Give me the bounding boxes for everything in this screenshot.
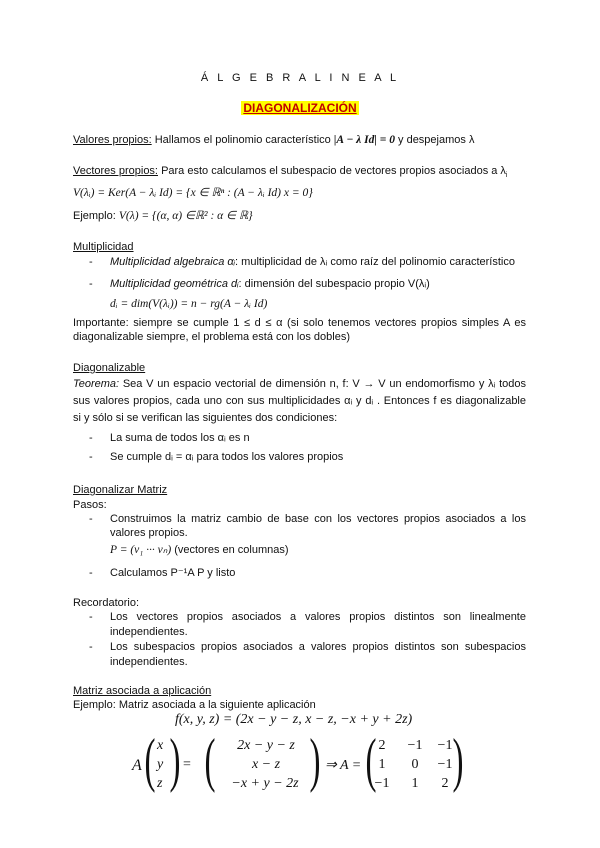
matrix-cell: 2 bbox=[378, 738, 386, 753]
paren-left: ( bbox=[204, 727, 216, 793]
paso-1: Construimos la matriz cambio de base con los vectores propios asociados a los valores propios. bbox=[110, 513, 526, 539]
vectores-text: Para esto calculamos el subespacio de vectores propios asociados a λ bbox=[161, 165, 506, 177]
vec-x: x bbox=[157, 738, 164, 753]
bullet: - bbox=[89, 611, 93, 623]
vec-y: y bbox=[157, 757, 164, 772]
teorema-label: Teorema: bbox=[73, 378, 120, 390]
bullet: - bbox=[89, 256, 93, 268]
vectores-formula: V(λᵢ) = Ker(A − λᵢ Id) = {x ∈ ℝⁿ : (A − λᵢ Id) x = 0} bbox=[73, 187, 313, 199]
vectores-label: Vectores propios: bbox=[73, 165, 158, 177]
matrix-cell: 1 bbox=[378, 757, 386, 772]
vectores-sub: i bbox=[505, 172, 508, 180]
mult-alg-line bbox=[110, 255, 515, 269]
paren-right: ) bbox=[309, 727, 321, 793]
vec-z: z bbox=[157, 776, 163, 791]
paren-left: ( bbox=[144, 727, 156, 793]
matrix-cell: 0 bbox=[411, 757, 419, 772]
matrix-cell: −1 bbox=[437, 738, 453, 753]
paren-right: ) bbox=[452, 727, 464, 793]
matrix-cell: −1 bbox=[374, 776, 390, 791]
valores-formula: |A − λ Id| = 0 bbox=[333, 134, 395, 146]
matrix-cell: 2 bbox=[441, 776, 449, 791]
ejemplo-formula: V(λ) = {(α, α) ∈ℝ² : α ∈ ℝ} bbox=[118, 210, 253, 222]
valores-line bbox=[73, 133, 474, 147]
teorema-text: Sea V un espacio vectorial de dimensión n, f: V → V un endomorfismo y λᵢ todos sus valores propios, cada uno con sus multiplicidades αᵢ y dᵢ . Entonces f es diagonalizable si y sólo si se verifican las siguientes dos condiciones: bbox=[73, 378, 526, 424]
img-row-1: 2x − y − z bbox=[237, 738, 295, 753]
bullet: - bbox=[89, 451, 93, 463]
paso-1-note: (vectores en columnas) bbox=[174, 544, 289, 556]
importante-text: Importante: siempre se cumple 1 ≤ d ≤ α (si solo tenemos vectores propios simples A es diagonalizable siempre, el problema está con los dobles) bbox=[73, 317, 526, 343]
img-row-2: x − z bbox=[251, 757, 281, 772]
mult-geo-text: : dimensión del subespacio propio V(λᵢ) bbox=[238, 278, 430, 290]
matrix-lhs: A bbox=[132, 757, 142, 774]
teorema-paragraph bbox=[73, 376, 526, 427]
multiplicidad-heading: Multiplicidad bbox=[73, 241, 134, 253]
implies-arrow: ⇒ A = bbox=[325, 758, 362, 773]
mult-alg-term: Multiplicidad algebraica αᵢ bbox=[110, 256, 236, 268]
section-title-wrapper bbox=[0, 101, 600, 116]
bullet: - bbox=[89, 278, 93, 290]
cond-1: La suma de todos los αᵢ es n bbox=[110, 432, 250, 444]
mult-geo-formula: dᵢ = dim(V(λᵢ)) = n − rg(A − λᵢ Id) bbox=[110, 298, 268, 310]
bullet: - bbox=[89, 641, 93, 653]
recordatorio-1: Los vectores propios asociados a valores propios distintos son linealmente independientes. bbox=[110, 611, 526, 638]
paso-1-formula: P = (v₁ ··· vₙ) bbox=[110, 544, 172, 556]
matrix-cell: 1 bbox=[411, 776, 419, 791]
vectores-line bbox=[73, 164, 507, 183]
matriz-example: Ejemplo: Matriz asociada a la siguiente aplicación bbox=[73, 699, 316, 711]
bullet: - bbox=[89, 432, 93, 444]
function-definition: f(x, y, z) = (2x − y − z, x − z, −x + y + 2z) bbox=[175, 712, 413, 727]
document-title: Á L G E B R A L I N E A L bbox=[200, 72, 400, 84]
mult-alg-text: : multiplicidad de λᵢ como raíz del polinomio característico bbox=[235, 256, 515, 268]
ejemplo-label: Ejemplo: bbox=[73, 210, 116, 222]
paren-left: ( bbox=[365, 727, 377, 793]
diagonalizable-heading: Diagonalizable bbox=[73, 362, 146, 374]
matriz-heading: Matriz asociada a aplicación bbox=[73, 685, 212, 697]
recordatorio-heading: Recordatorio: bbox=[73, 597, 140, 609]
cond-2: Se cumple dᵢ = αᵢ para todos los valores propios bbox=[110, 451, 344, 463]
recordatorio-2: Los subespacios propios asociados a valores propios distintos son subespacios independientes. bbox=[110, 641, 526, 668]
matrix-cell: −1 bbox=[407, 738, 423, 753]
paso-1-formula-line bbox=[110, 543, 289, 557]
valores-label: Valores propios: bbox=[73, 134, 152, 146]
ejemplo-line bbox=[73, 209, 253, 223]
img-row-3: −x + y − 2z bbox=[231, 776, 299, 791]
section-title: DIAGONALIZACIÓN bbox=[243, 101, 357, 115]
paren-right: ) bbox=[169, 727, 181, 793]
valores-text: Hallamos el polinomio característico bbox=[154, 134, 331, 146]
bullet: - bbox=[89, 513, 93, 525]
mult-geo-term: Multiplicidad geométrica dᵢ bbox=[110, 278, 239, 290]
mult-geo-line bbox=[110, 277, 430, 291]
diagonalizar-heading: Diagonalizar Matriz bbox=[73, 484, 168, 496]
valores-text2: y despejamos λ bbox=[398, 134, 475, 146]
matrix-cell: −1 bbox=[437, 757, 453, 772]
bullet: - bbox=[89, 567, 93, 579]
pasos-label: Pasos: bbox=[73, 499, 107, 511]
paso-2: Calculamos P⁻¹A P y listo bbox=[110, 567, 236, 579]
equals-sign: = bbox=[183, 757, 191, 772]
